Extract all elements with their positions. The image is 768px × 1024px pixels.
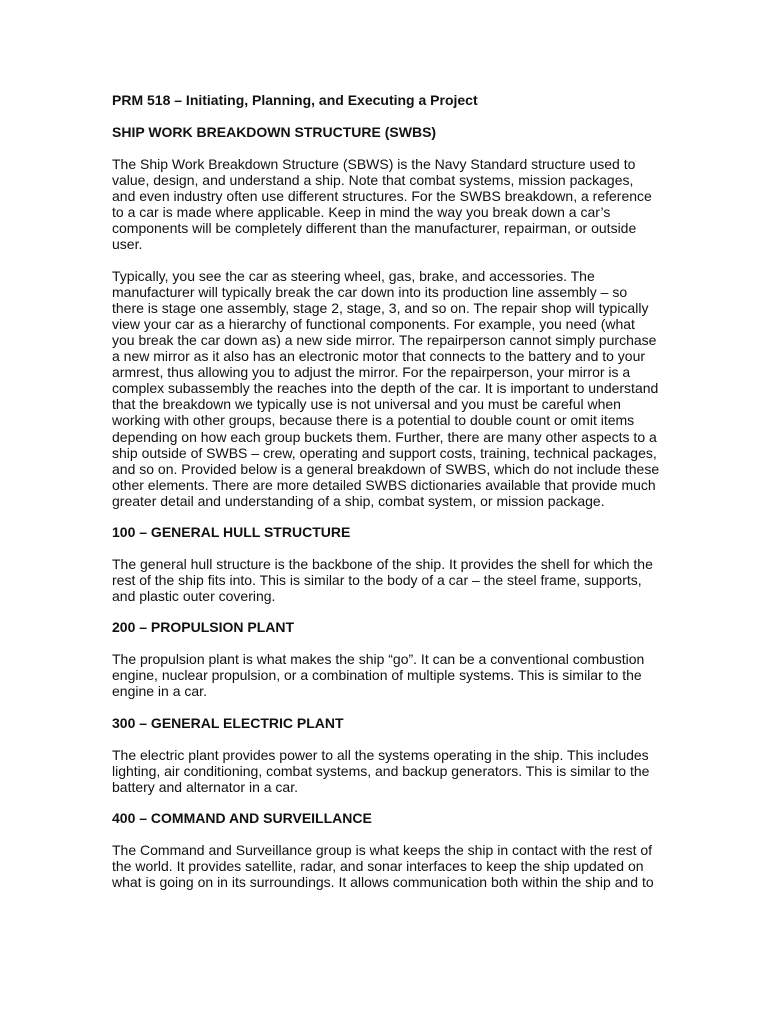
- intro-paragraph-1: The Ship Work Breakdown Structure (SBWS) is the Navy Standard structure used to value, design, and understand a ship. Note that combat systems, mission packages, and even industry often use different structures. For the SWBS breakdown, a reference to a car is made where applicable. Keep in mind the way you break down a car’s components will be completely different than the manufacturer, repairman, or outside user.: [112, 156, 652, 253]
- section-heading-100: 100 – GENERAL HULL STRUCTURE: [112, 523, 351, 540]
- document-title: PRM 518 – Initiating, Planning, and Executing a Project: [112, 92, 478, 108]
- section-text-400: The Command and Surveillance group is what keeps the ship in contact with the rest of the world. It provides satellite, radar, and sonar interfaces to keep the ship updated on what is going on in its surroundings. It allows communication both within the ship and to: [112, 841, 654, 890]
- section-heading-200: 200 – PROPULSION PLANT: [112, 619, 295, 636]
- section-heading-400: 400 – COMMAND AND SURVEILLANCE: [112, 809, 372, 826]
- document-page: [112, 92, 660, 905]
- intro-paragraph-2: Typically, you see the car as steering wheel, gas, brake, and accessories. The manufacturer will typically break the car down into its production line assembly – so there is stage one assembly, stage 2, stage, 3, and so on. The repair shop will typically view your car as a hierarchy of functional components. For example, you need (what you break the car down as) a new side mirror. The repairperson cannot simply purchase a new mirror as it also has an electronic motor that connects to the battery and to your armrest, thus allowing you to adjust the mirror. For the repairperson, your mirror is a complex subassembly the reaches into the depth of the car. It is important to understand that the breakdown we typically use is not universal and you must be careful when working with other groups, because there is a potential to double count or omit items depending on how each group buckets them. Further, there are many other aspects to a ship outside of SWBS – crew, operating and support costs, training, technical packages, and so on. Provided below is a general breakdown of SWBS, which do not include these other elements. There are more detailed SWBS dictionaries available that provide much greater detail and understanding of a ship, combat system, or mission package.: [112, 267, 660, 509]
- section-text-300: The electric plant provides power to all the systems operating in the ship. This includes lighting, air conditioning, combat systems, and backup generators. This is similar to the battery and alternator in a car.: [112, 746, 650, 795]
- section-text-200: The propulsion plant is what makes the ship “go”. It can be a conventional combustion engine, nuclear propulsion, or a combination of multiple systems. This is similar to the engine in a car.: [112, 651, 645, 700]
- section-text-100: The general hull structure is the backbone of the ship. It provides the shell for which the rest of the ship fits into. This is similar to the body of a car – the steel frame, supports, and plastic outer covering.: [112, 555, 653, 605]
- section-heading-300: 300 – GENERAL ELECTRIC PLANT: [112, 714, 344, 731]
- document-subtitle: SHIP WORK BREAKDOWN STRUCTURE (SWBS): [112, 124, 437, 140]
